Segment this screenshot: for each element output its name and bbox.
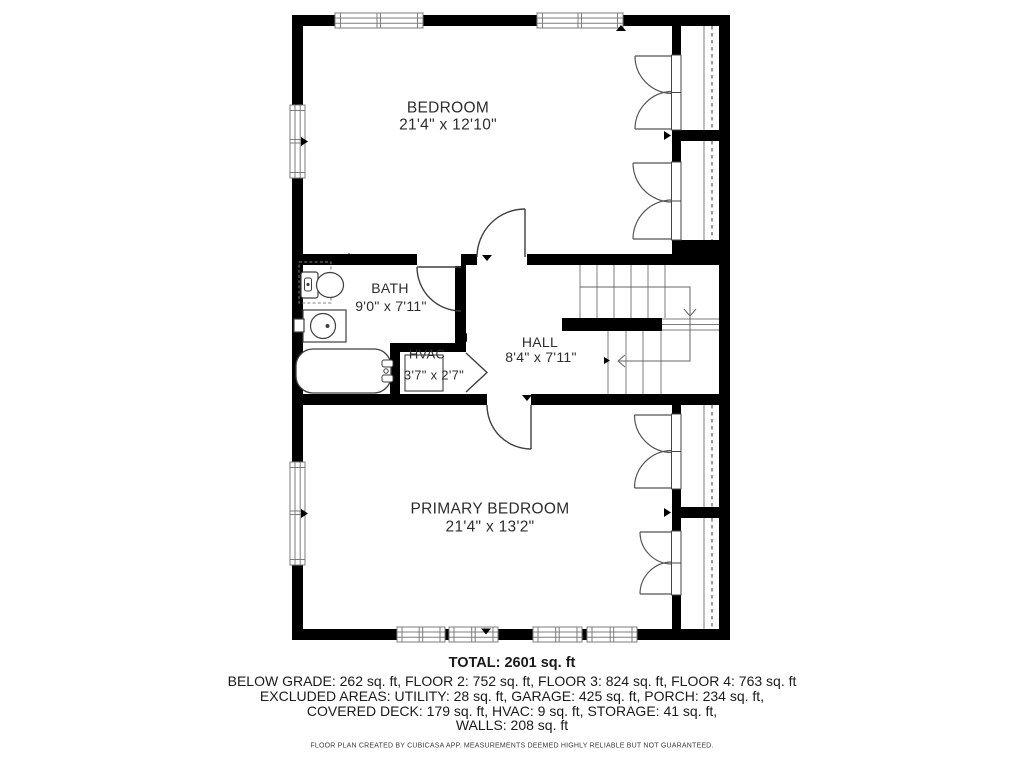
bedroom-door [477,209,525,257]
summary-floors: BELOW GRADE: 262 sq. ft, FLOOR 2: 752 sq. ft, FLOOR 3: 824 sq. ft, FLOOR 4: 763 sq. ft [227,673,797,689]
staircase [562,265,719,394]
room-dims-hall: 8'4" x 7'11" [505,349,577,365]
toilet [301,272,344,298]
summary-excluded-2: COVERED DECK: 179 sq. ft, HVAC: 9 sq. ft, STORAGE: 41 sq. ft, [306,703,718,719]
stair-landing-bar [562,318,662,331]
hvac-bifold-door [466,353,487,392]
room-dims-bath: 9'0" x 7'11" [355,298,427,314]
room-label-primary-bedroom: PRIMARY BEDROOM [410,500,570,518]
summary-walls: WALLS: 208 sq. ft [455,717,569,733]
disclaimer: FLOOR PLAN CREATED BY CUBICASA APP. MEASUREMENTS DEEMED HIGHLY RELIABLE BUT NOT GUARANTEED. [310,742,714,750]
summary-total: TOTAL: 2601 sq. ft [448,654,576,671]
doors [417,209,531,449]
room-label-bath: BATH [371,280,409,296]
room-label-hall: HALL [521,334,559,350]
room-dims-primary-bedroom: 21'4" x 13'2" [445,518,535,536]
window-top-right [537,13,623,28]
room-dims-hvac: 3'7" x 2'7" [403,367,465,383]
room-dims-bedroom: 21'4" x 12'10" [399,116,497,134]
room-label-bedroom: BEDROOM [406,99,490,117]
walls [292,15,730,640]
summary-excluded-1: EXCLUDED AREAS: UTILITY: 28 sq. ft, GARAGE: 425 sq. ft, PORCH: 234 sq. ft, [259,688,765,704]
window-top-left [335,13,423,28]
room-label-hvac: HVAC [408,346,446,362]
bathtub [296,349,393,393]
primary-bedroom-door [487,405,531,449]
